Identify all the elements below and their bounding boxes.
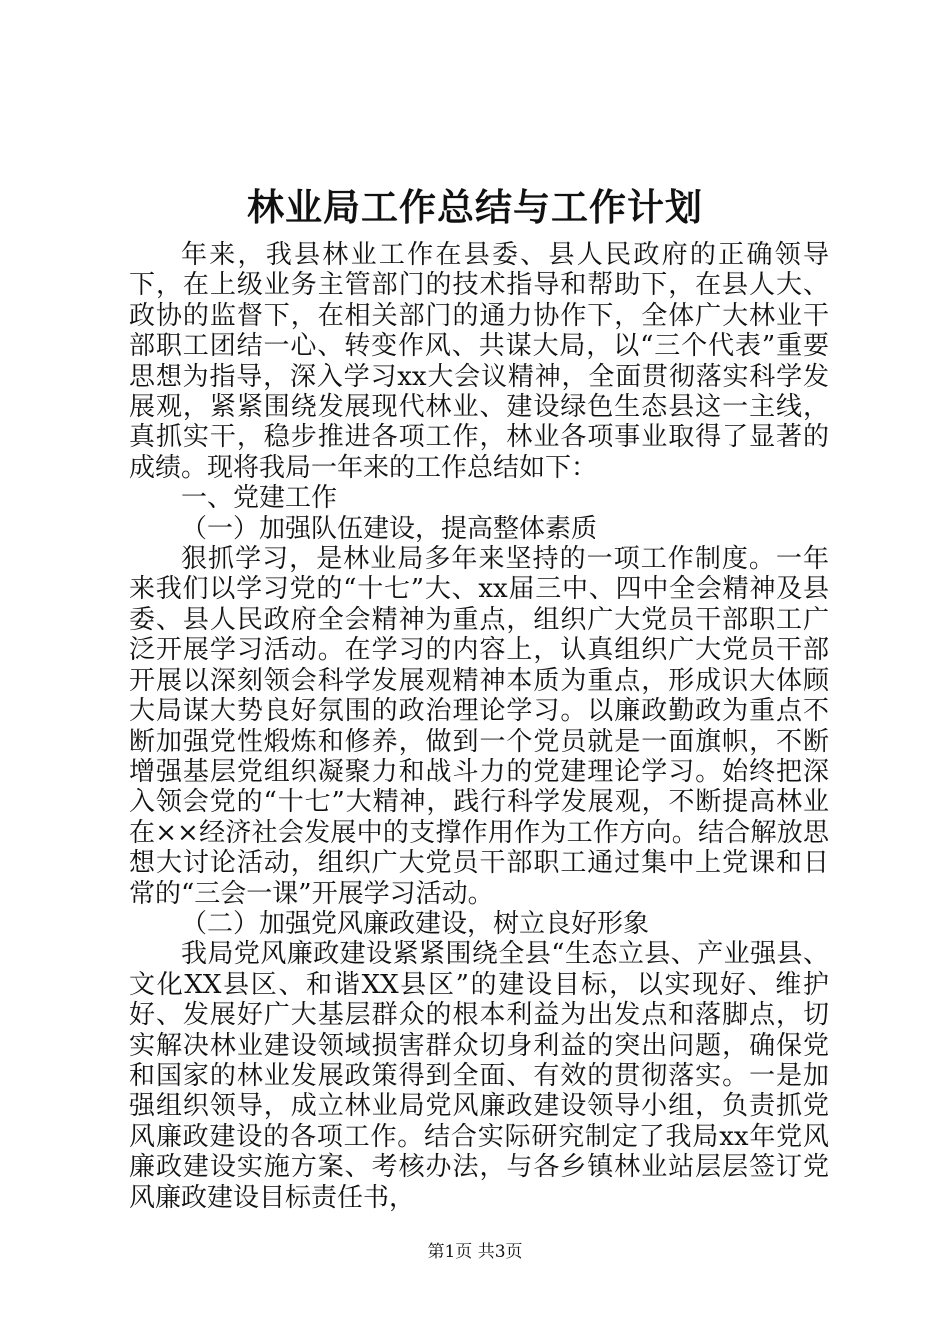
intro-paragraph: 年来，我县林业工作在县委、县人民政府的正确领导下，在上级业务主管部门的技术指导和帮助下，在县人大、政协的监督下，在相关部门的通力协作下，全体广大林业干部职工团结一心、转变作风、共谋大局，以“三个代表”重要思想为指导，深入学习xx大会议精神，全面贯彻落实科学发展观，紧紧围绕发展现代林业、建设绿色生态县这一主线，真抓实干，稳步推进各项工作，林业各项事业取得了显著的成绩。现将我局一年来的工作总结如下：	[129, 240, 829, 483]
clean-governance-paragraph: 我局党风廉政建设紧紧围绕全县“生态立县、产业强县、文化XX县区、和谐XX县区”的建设目标，以实现好、维护好、发展好广大基层群众的根本利益为出发点和落脚点，切实解决林业建设领域损害群众切身利益的突出问题，确保党和国家的林业发展政策得到全面、有效的贯彻落实。一是加强组织领导，成立林业局党风廉政建设领导小组，负责抓党风廉政建设的各项工作。结合实际研究制定了我局xx年党风廉政建设实施方案、考核办法，与各乡镇林业站层层签订党风廉政建设目标责任书，	[129, 939, 829, 1213]
section-heading-party-building: 一、党建工作	[181, 483, 338, 514]
document-title: 林业局工作总结与工作计划	[247, 186, 703, 229]
subsection-heading-team-building: （一）加强队伍建设，提高整体素质	[181, 513, 598, 544]
document-body	[129, 240, 829, 1213]
page-number-footer: 第1页 共3页	[427, 1242, 523, 1262]
team-building-paragraph: 狠抓学习，是林业局多年来坚持的一项工作制度。一年来我们以学习党的“十七”大、xx届三中、四中全会精神及县委、县人民政府全会精神为重点，组织广大党员干部职工广泛开展学习活动。在学习的内容上，认真组织广大党员干部开展以深刻领会科学发展观精神本质为重点，形成识大体顾大局谋大势良好氛围的政治理论学习。以廉政勤政为重点不断加强党性煅炼和修养，做到一个党员就是一面旗帜，不断增强基层党组织凝聚力和战斗力的党建理论学习。始终把深入领会党的“十七”大精神，践行科学发展观，不断提高林业在××经济社会发展中的支撑作用作为工作方向。结合解放思想大讨论活动，组织广大党员干部职工通过集中上党课和日常的“三会一课”开展学习活动。	[129, 544, 829, 909]
subsection-heading-clean-governance: （二）加强党风廉政建设，树立良好形象	[181, 908, 650, 939]
